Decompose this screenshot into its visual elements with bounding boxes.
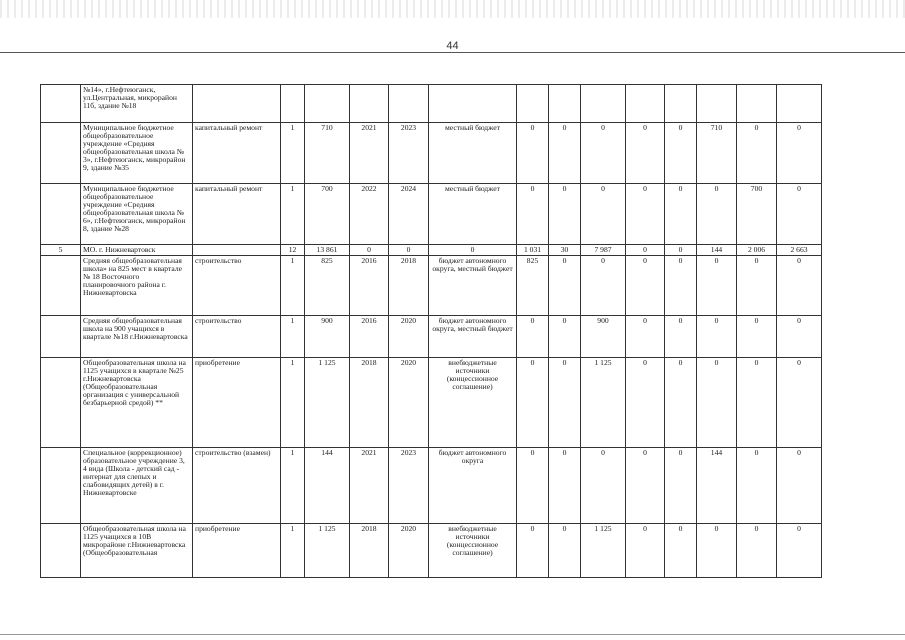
table-cell: 1 xyxy=(281,358,305,448)
table-cell: 0 xyxy=(777,358,822,448)
table-cell: 700 xyxy=(305,184,350,245)
table-cell: 0 xyxy=(429,245,517,256)
table-cell: 900 xyxy=(305,316,350,358)
table-cell: 710 xyxy=(697,123,737,184)
table-cell: 0 xyxy=(389,245,429,256)
table-cell: 1 xyxy=(281,184,305,245)
table-cell: 2023 xyxy=(389,123,429,184)
table-cell: приобретение xyxy=(193,358,281,448)
table-cell: 0 xyxy=(777,256,822,316)
table-cell: внебюджетные источники (концессионное соглашение) xyxy=(429,524,517,578)
table-row xyxy=(41,245,822,256)
table-row xyxy=(41,184,822,245)
table-cell: 700 xyxy=(737,184,777,245)
table-cell: 2020 xyxy=(389,358,429,448)
table-cell: бюджет автономного округа xyxy=(429,448,517,524)
table-cell: 825 xyxy=(517,256,549,316)
table-cell: 1 031 xyxy=(517,245,549,256)
table-cell xyxy=(350,85,389,123)
table-cell: Общеобразовательная школа на 1125 учащихся в 10В микрорайоне г.Нижневартовска (Общеобразовательная xyxy=(81,524,193,578)
table-cell: 0 xyxy=(517,358,549,448)
table-cell: 0 xyxy=(737,256,777,316)
table-cell xyxy=(41,256,81,316)
table-row xyxy=(41,358,822,448)
table-row xyxy=(41,85,822,123)
header-rule xyxy=(0,52,905,53)
table-cell: 0 xyxy=(777,448,822,524)
table-cell: 0 xyxy=(697,316,737,358)
table-cell: 2018 xyxy=(350,524,389,578)
table-cell: 0 xyxy=(737,316,777,358)
table-cell xyxy=(737,85,777,123)
table-cell: 2018 xyxy=(389,256,429,316)
table-cell xyxy=(549,85,581,123)
table-cell xyxy=(41,184,81,245)
table-cell xyxy=(281,85,305,123)
table-cell xyxy=(41,524,81,578)
table-cell: МО. г. Нижневартовск xyxy=(81,245,193,256)
table-cell: 0 xyxy=(626,448,665,524)
table-cell: 0 xyxy=(665,316,697,358)
table-cell: 0 xyxy=(665,524,697,578)
table-cell: 144 xyxy=(697,245,737,256)
table-cell xyxy=(581,85,626,123)
table-cell: 0 xyxy=(626,316,665,358)
table-cell: 2 006 xyxy=(737,245,777,256)
table-cell: Муниципальное бюджетное общеобразовательное учреждение «Средняя общеобразовательная школа № 6», г.Нефтеюганск, микрорайон 8, здание №28 xyxy=(81,184,193,245)
table-cell: Муниципальное бюджетное общеобразовательное учреждение «Средняя общеобразовательная школа № 3», г.Нефтеюганск, микрорайон 9, здание №35 xyxy=(81,123,193,184)
footer-rule xyxy=(0,634,905,635)
table-cell: 0 xyxy=(581,448,626,524)
table-cell: внебюджетные источники (концессионное соглашение) xyxy=(429,358,517,448)
table-cell: Средняя общеобразовательная школа» на 825 мест в квартале № 18 Восточного планировочного района г. Нижневартовска xyxy=(81,256,193,316)
table-cell: 0 xyxy=(665,448,697,524)
table-cell: Специальное (коррекционное) образовательное учреждение 3, 4 вида (Школа - детский сад - интернат для слепых и слабовидящих детей) в г. Нижневартовске xyxy=(81,448,193,524)
table-cell xyxy=(305,85,350,123)
table-row xyxy=(41,524,822,578)
table-cell: 0 xyxy=(697,256,737,316)
table-cell: 0 xyxy=(737,448,777,524)
table-cell xyxy=(41,316,81,358)
table-row xyxy=(41,256,822,316)
table-cell: бюджет автономного округа, местный бюджет xyxy=(429,316,517,358)
table-cell: строительство xyxy=(193,256,281,316)
table-cell: 0 xyxy=(737,358,777,448)
table-cell: 825 xyxy=(305,256,350,316)
table-cell xyxy=(41,123,81,184)
table-cell: 12 xyxy=(281,245,305,256)
table-cell: 0 xyxy=(350,245,389,256)
table-cell: 0 xyxy=(517,448,549,524)
scan-noise-top xyxy=(0,0,905,18)
table-cell: 710 xyxy=(305,123,350,184)
table-cell: 2021 xyxy=(350,448,389,524)
table-cell: 1 xyxy=(281,316,305,358)
table-cell: 0 xyxy=(581,123,626,184)
table-cell: 0 xyxy=(777,123,822,184)
table-cell xyxy=(777,85,822,123)
table-cell: 7 987 xyxy=(581,245,626,256)
table-cell xyxy=(429,85,517,123)
table-cell: 144 xyxy=(697,448,737,524)
table-cell: 2022 xyxy=(350,184,389,245)
table-cell: №14», г.Нефтеюганск, ул.Центральная, микрорайон 11б, здание №18 xyxy=(81,85,193,123)
table-cell xyxy=(193,85,281,123)
table-cell xyxy=(697,85,737,123)
table-row xyxy=(41,123,822,184)
table-cell: 0 xyxy=(697,184,737,245)
table-cell: 0 xyxy=(517,123,549,184)
table-cell: 0 xyxy=(626,358,665,448)
table-cell: 0 xyxy=(665,245,697,256)
table-cell xyxy=(389,85,429,123)
table-cell: 0 xyxy=(626,184,665,245)
table-cell xyxy=(41,85,81,123)
table-cell: 1 125 xyxy=(305,524,350,578)
table-cell: 0 xyxy=(697,358,737,448)
table-cell xyxy=(517,85,549,123)
table-cell: 13 861 xyxy=(305,245,350,256)
table-cell: 2020 xyxy=(389,524,429,578)
table-cell: 0 xyxy=(549,256,581,316)
table-cell: 1 xyxy=(281,524,305,578)
table-cell: 0 xyxy=(581,184,626,245)
table-cell: 0 xyxy=(665,184,697,245)
table-cell: 1 xyxy=(281,123,305,184)
table-cell: капитальный ремонт xyxy=(193,123,281,184)
table-cell: строительство xyxy=(193,316,281,358)
table-cell: 2020 xyxy=(389,316,429,358)
page-number: 44 xyxy=(446,40,459,52)
table-cell: 0 xyxy=(517,316,549,358)
table-cell: 2021 xyxy=(350,123,389,184)
table-row xyxy=(41,448,822,524)
table-cell: 2018 xyxy=(350,358,389,448)
table-cell: 0 xyxy=(549,448,581,524)
table-cell: 0 xyxy=(697,524,737,578)
table-cell: 2016 xyxy=(350,316,389,358)
table-cell: 0 xyxy=(777,316,822,358)
table-cell: 1 125 xyxy=(581,358,626,448)
table-cell: 0 xyxy=(737,123,777,184)
objects-table xyxy=(40,84,822,578)
table-cell: 144 xyxy=(305,448,350,524)
table-cell: 1 xyxy=(281,256,305,316)
table-cell: Общеобразовательная школа на 1125 учащихся в квартале №25 г.Нижневартовска (Общеобразовательная организация с универсальной безбарьерной средой) ** xyxy=(81,358,193,448)
table-cell: приобретение xyxy=(193,524,281,578)
table-cell xyxy=(41,448,81,524)
table-cell xyxy=(626,85,665,123)
table-cell: 2016 xyxy=(350,256,389,316)
table-cell: капитальный ремонт xyxy=(193,184,281,245)
table-cell: местный бюджет xyxy=(429,123,517,184)
table-cell: 0 xyxy=(665,256,697,316)
table-cell: строительство (взамен) xyxy=(193,448,281,524)
table-cell xyxy=(41,358,81,448)
table-cell: 0 xyxy=(665,123,697,184)
table-cell: 1 125 xyxy=(581,524,626,578)
table-cell: 0 xyxy=(626,524,665,578)
table-cell: 0 xyxy=(737,524,777,578)
table-cell: 0 xyxy=(777,524,822,578)
table-cell xyxy=(665,85,697,123)
table-cell: 0 xyxy=(549,358,581,448)
table-cell: 0 xyxy=(626,123,665,184)
table-cell: 0 xyxy=(665,358,697,448)
table-cell: 0 xyxy=(517,524,549,578)
table-cell xyxy=(193,245,281,256)
table-cell: 0 xyxy=(581,256,626,316)
table-cell: 30 xyxy=(549,245,581,256)
table-cell: 2023 xyxy=(389,448,429,524)
table-cell: 2 663 xyxy=(777,245,822,256)
table-cell: 2024 xyxy=(389,184,429,245)
table-cell: 0 xyxy=(549,123,581,184)
table-cell: 0 xyxy=(549,316,581,358)
table-cell: 0 xyxy=(549,184,581,245)
table-cell: 0 xyxy=(777,184,822,245)
table-cell: Средняя общеобразовательная школа на 900 учащихся в квартале №18 г.Нижневартовска xyxy=(81,316,193,358)
table-cell: 0 xyxy=(626,245,665,256)
table-cell: 0 xyxy=(549,524,581,578)
table-cell: бюджет автономного округа, местный бюджет xyxy=(429,256,517,316)
table-cell: 1 xyxy=(281,448,305,524)
table-cell: 0 xyxy=(626,256,665,316)
table-cell: 1 125 xyxy=(305,358,350,448)
table-row xyxy=(41,316,822,358)
table-cell: 5 xyxy=(41,245,81,256)
table-cell: 900 xyxy=(581,316,626,358)
table-cell: 0 xyxy=(517,184,549,245)
table-cell: местный бюджет xyxy=(429,184,517,245)
